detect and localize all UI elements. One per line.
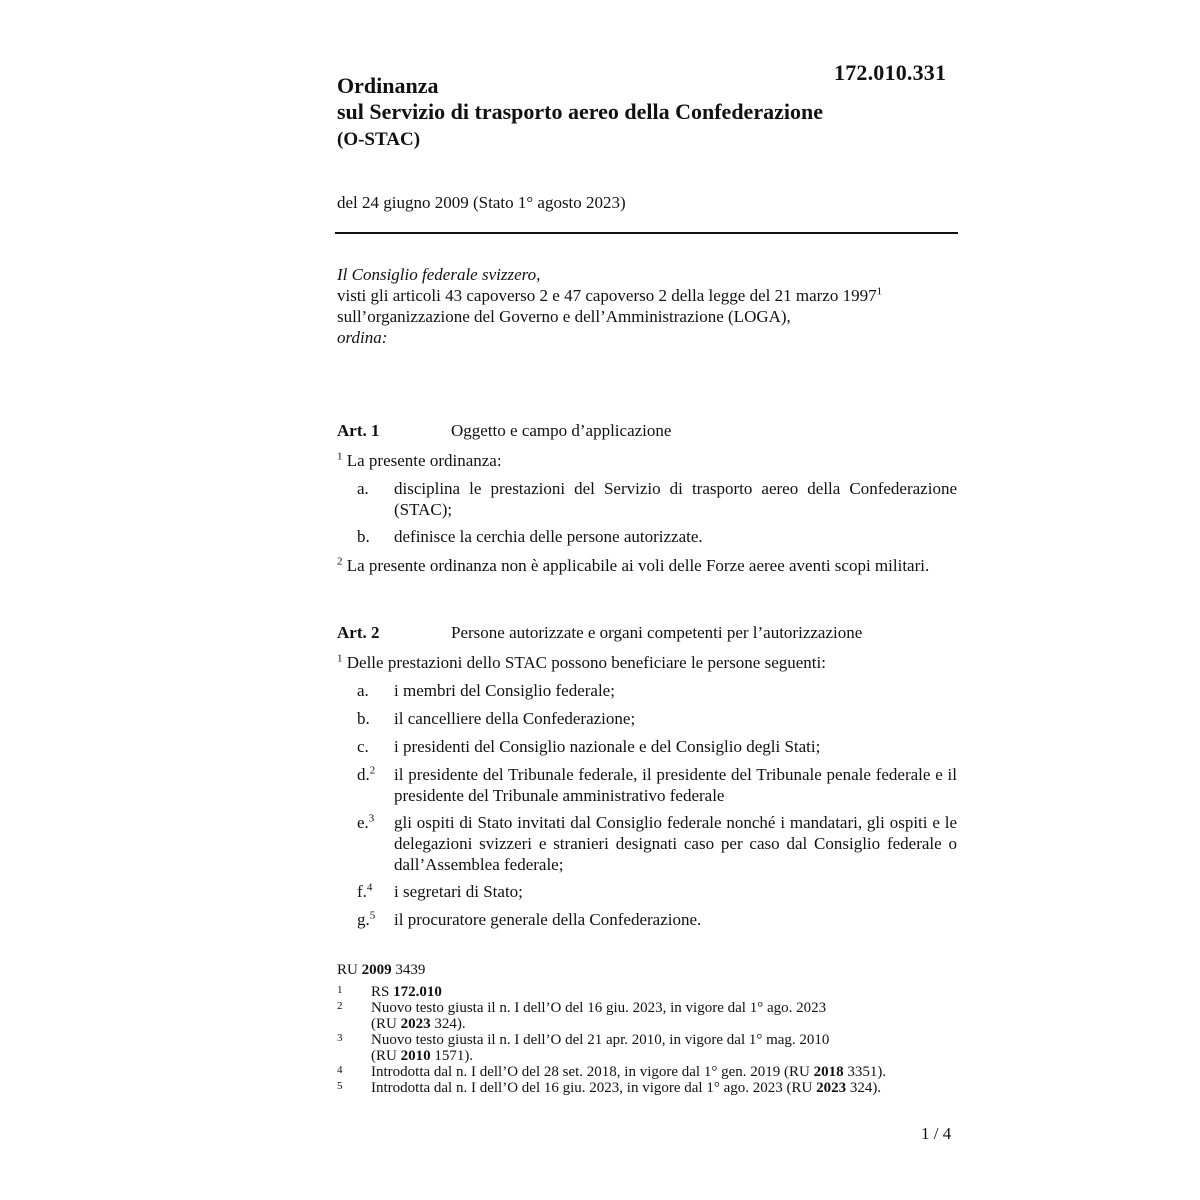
article-2-item-a: [357, 680, 957, 701]
footnote-number: 2: [337, 1000, 343, 1012]
article-2-paragraph-1: [337, 652, 957, 673]
title-line-1: Ordinanza: [337, 73, 439, 98]
item-label: e.$^3$: [357, 812, 375, 832]
article-1-number: Art. 1: [337, 421, 380, 440]
preamble-basis: [337, 285, 957, 306]
page-number: 1 / 4: [921, 1124, 952, 1143]
item-label: g.$^5$: [357, 909, 376, 929]
footnote-ref-2[interactable]: 2: [369, 764, 376, 777]
article-1-item-a: [357, 478, 957, 520]
footnote-number: 4: [337, 1064, 343, 1076]
footnote-number: 5: [337, 1080, 343, 1092]
footnote-number: 1: [337, 984, 343, 996]
article-2-item-b: [357, 708, 957, 729]
footnote-text: Nuovo testo giusta il n. I dell’O del 16 giu. 2023, in vigore dal 1° ago. 2023 (RU 2023 324).: [371, 1000, 827, 1032]
title-line-2: sul Servizio di trasporto aereo della Confederazione: [337, 99, 823, 124]
item-label: a.: [357, 681, 369, 700]
item-text: i membri del Consiglio federale;: [394, 681, 615, 700]
footnote-2: [337, 1000, 957, 1032]
item-label: a.: [357, 479, 369, 498]
document-title: [337, 73, 823, 125]
footnote-4: [337, 1064, 957, 1080]
preamble-basis-line1: visti gli articoli 43 capoverso 2 e 47 capoverso 2 della legge del 21 marzo 1997: [337, 286, 877, 305]
footnote-text: RS 172.010: [371, 984, 442, 1000]
item-text: i segretari di Stato;: [394, 882, 523, 901]
item-label: d.$^2$: [357, 764, 376, 784]
paragraph-number: 1: [337, 652, 343, 665]
item-label: c.: [357, 737, 369, 756]
paragraph-text: La presente ordinanza:: [346, 451, 502, 470]
official-compilation-reference: RU 2009 3439: [337, 962, 426, 978]
article-1-paragraph-1: [337, 450, 957, 471]
item-label: f.$^4$: [357, 881, 373, 901]
footnote-ref-4[interactable]: 4: [366, 881, 373, 894]
article-2-title: Persone autorizzate e organi competenti per l’autorizzazione: [451, 623, 863, 642]
paragraph-text: La presente ordinanza non è applicabile ai voli delle Forze aeree aventi scopi militari.: [346, 556, 930, 575]
item-text: i presidenti del Consiglio nazionale e del Consiglio degli Stati;: [394, 737, 821, 756]
sr-number: 172.010.331: [834, 60, 947, 85]
item-label: b.: [357, 709, 370, 728]
paragraph-number: 1: [337, 450, 343, 463]
item-text: il presidente del Tribunale federale, il presidente del Tribunale penale federale e il presidente del Tribunale amministrativo federale: [394, 765, 957, 805]
article-1-heading: [337, 421, 957, 441]
article-2-item-e: [357, 812, 957, 875]
article-2-item-g: [357, 909, 957, 930]
article-2-number: Art. 2: [337, 623, 380, 642]
article-1-paragraph-2: [337, 555, 957, 576]
article-1-item-b: [357, 526, 957, 547]
paragraph-number: 2: [337, 555, 343, 568]
article-2-item-c: [357, 736, 957, 757]
document-abbreviation: (O-STAC): [337, 129, 421, 150]
article-2-heading: [337, 623, 957, 643]
footnote-text: Introdotta dal n. I dell’O del 16 giu. 2023, in vigore dal 1° ago. 2023 (RU 2023 324).: [371, 1080, 882, 1096]
article-2-item-f: [357, 881, 957, 902]
footnote-text: Nuovo testo giusta il n. I dell’O del 21 apr. 2010, in vigore dal 1° mag. 2010 (RU 2010 1571).: [371, 1032, 830, 1064]
preamble: [337, 264, 957, 348]
item-text: il procuratore generale della Confederazione.: [394, 910, 702, 929]
item-text: gli ospiti di Stato invitati dal Consiglio federale nonché i mandatari, gli ospiti e le delegazioni svizzeri e stranieri designati caso per caso dal Consiglio federale o dall’Assemblea federale;: [394, 813, 957, 874]
preamble-authority: Il Consiglio federale svizzero,: [337, 265, 541, 284]
footnote-5: [337, 1080, 957, 1096]
preamble-decree: ordina:: [337, 328, 388, 347]
paragraph-text: Delle prestazioni dello STAC possono beneficiare le persone seguenti:: [346, 653, 826, 672]
item-text: il cancelliere della Confederazione;: [394, 709, 636, 728]
item-text: disciplina le prestazioni del Servizio di trasporto aereo della Confederazione (STAC);: [394, 479, 957, 519]
footnote-text: Introdotta dal n. I dell’O del 28 set. 2018, in vigore dal 1° gen. 2019 (RU 2018 3351).: [371, 1064, 887, 1080]
article-2-item-d: [357, 764, 957, 806]
header-divider: [335, 232, 958, 234]
footnote-number: 3: [337, 1032, 343, 1044]
footnote-ref-3[interactable]: 3: [368, 812, 375, 825]
footnote-1: [337, 984, 957, 1000]
footnote-3: [337, 1032, 957, 1064]
item-text: definisce la cerchia delle persone autorizzate.: [394, 527, 703, 546]
footnote-ref-5[interactable]: 5: [369, 909, 376, 922]
footnote-ref-1[interactable]: 1: [876, 285, 883, 298]
article-1-title: Oggetto e campo d’applicazione: [451, 421, 672, 440]
item-label: b.: [357, 527, 370, 546]
document-date: del 24 giugno 2009 (Stato 1° agosto 2023): [337, 193, 626, 212]
preamble-basis-line2: sull’organizzazione del Governo e dell’Amministrazione (LOGA),: [337, 307, 791, 326]
